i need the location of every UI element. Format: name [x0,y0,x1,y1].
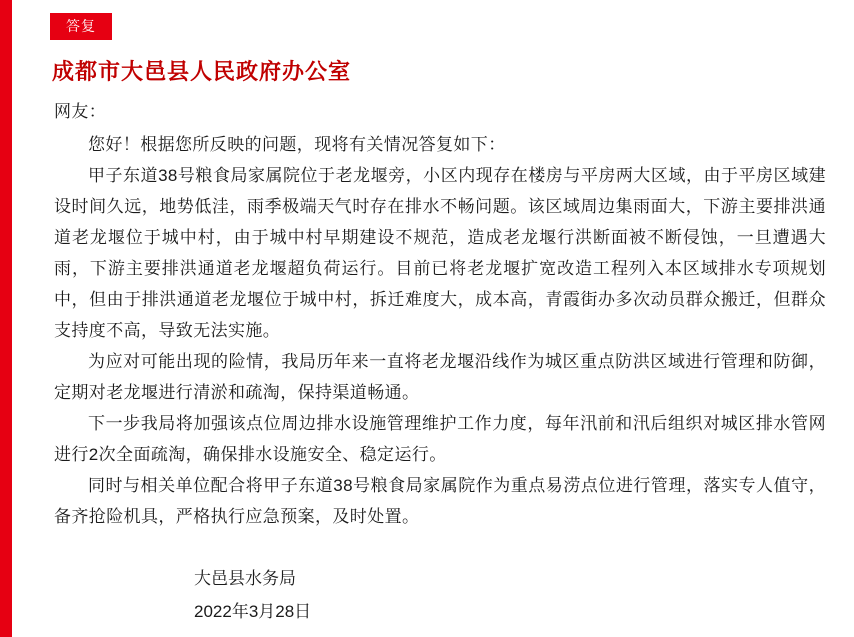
signature-block [54,562,826,628]
signature-organization: 大邑县水务局 [194,569,296,588]
paragraph-2: 甲子东道38号粮食局家属院位于老龙堰旁，小区内现存在楼房与平房两大区域，由于平房区域建设时间久远，地势低洼，雨季极端天气时存在排水不畅问题。该区域周边集雨面大，下游主要排洪通道老龙堰位于城中村，由于城中村早期建设不规范，造成老龙堰行洪断面被不断侵蚀，一旦遭遇大雨，下游主要排洪通道老龙堰超负荷运行。目前已将老龙堰扩宽改造工程列入本区域排水专项规划中，但由于排洪通道老龙堰位于城中村，拆迁难度大，成本高，青霞街办多次动员群众搬迁，但群众支持度不高，导致无法实施。 [54,166,826,340]
signature-date: 2022年3月28日 [194,602,312,621]
paragraph-3: 为应对可能出现的险情，我局历年来一直将老龙堰沿线作为城区重点防洪区域进行管理和防御，定期对老龙堰进行清淤和疏淘，保持渠道畅通。 [54,352,826,402]
paragraph-1: 您好！根据您所反映的问题，现将有关情况答复如下： [88,135,506,154]
paragraph-5: 同时与相关单位配合将甲子东道38号粮食局家属院作为重点易涝点位进行管理，落实专人值守，备齐抢险机具，严格执行应急预案，及时处置。 [54,476,826,526]
document-body [54,96,826,532]
salutation: 网友： [54,102,107,121]
status-badge: 答复 [50,13,112,40]
document-content [12,0,854,637]
page-title: 成都市大邑县人民政府办公室 [52,59,352,84]
paragraph-4: 下一步我局将加强该点位周边排水设施管理维护工作力度，每年汛前和汛后组织对城区排水管网进行2次全面疏淘，确保排水设施安全、稳定运行。 [54,414,826,464]
left-accent-bar [0,0,12,637]
